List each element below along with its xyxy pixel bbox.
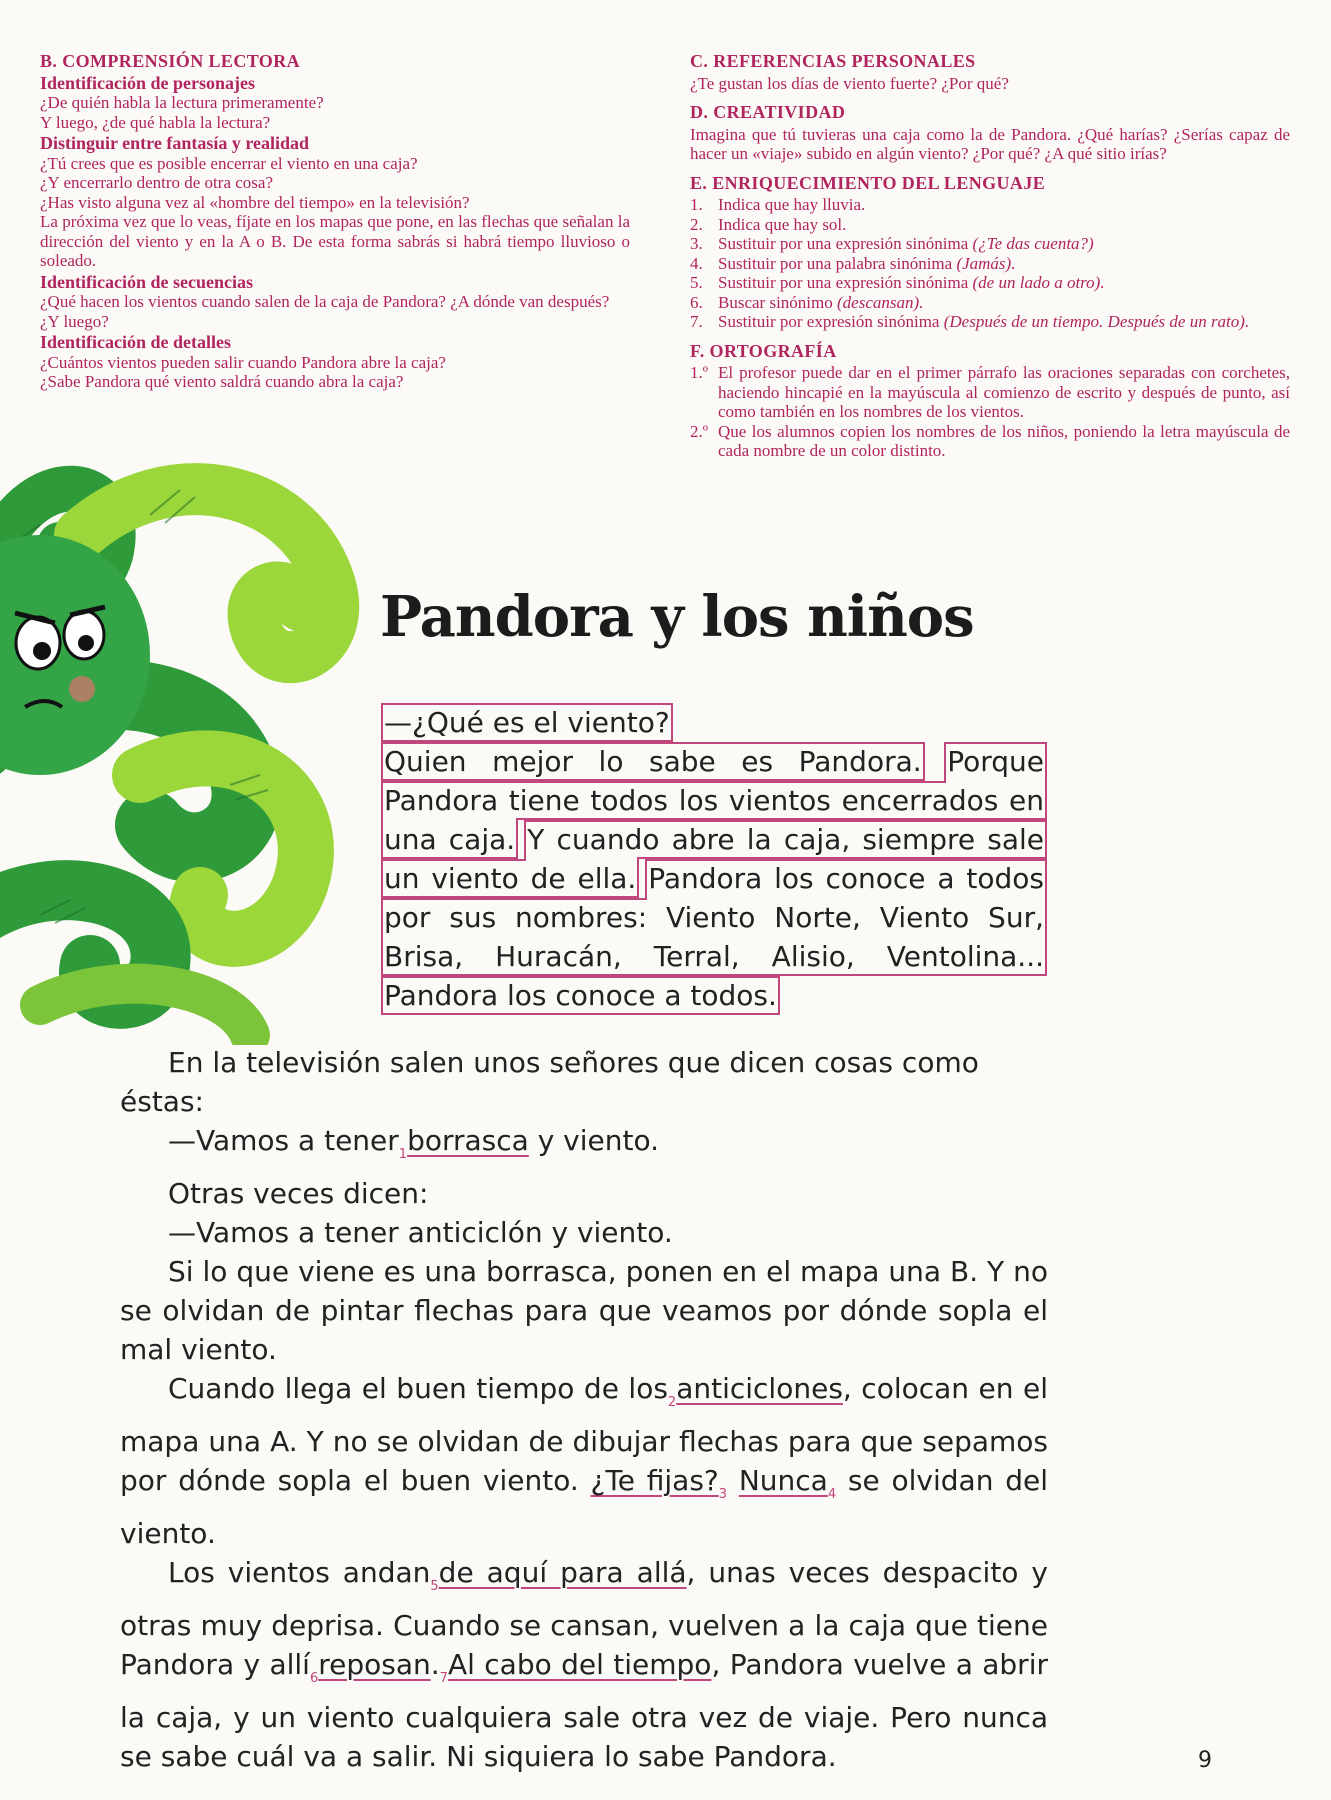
story-opening (384, 703, 1044, 1015)
question: ¿Tú crees que es posible encerrar el viento en una caja? (40, 153, 418, 173)
teacher-guide-right (690, 52, 1290, 471)
section-d (690, 103, 1290, 164)
question: ¿Sabe Pandora qué viento saldrá cuando abra la caja? (40, 372, 404, 391)
story-paragraph-4: Cuando llega el buen tiempo de los$_2$anticiclones, colocan en el mapa una A. Y no se olvidan de dibujar flechas para que sepamos por dónde sopla el buen viento. ¿Te $fijas?_3$ Nunca$_4$ se olvidan del viento. (120, 1372, 1048, 1550)
section-c-title: C. REFERENCIAS PERSONALES (690, 51, 976, 71)
list-item: 6. Buscar sinónimo (descansan). (690, 292, 924, 312)
vocab-word: de aquí para allá (438, 1556, 687, 1589)
question: ¿Qué hacen los vientos cuando salen de la caja de Pandora? ¿A dónde van después? (40, 292, 610, 311)
section-b-title: B. COMPRENSIÓN LECTORA (40, 51, 301, 71)
list-item: 2.º Que los alumnos copien los nombres de los niños, poniendo la letra mayúscula de cada nombre de un color distinto. (690, 421, 1290, 460)
lenguaje-list (690, 195, 1290, 332)
question: ¿Y luego? (40, 311, 109, 331)
list-item: 1.º El profesor puede dar en el primer párrafo las oraciones separadas con corchetes, haciendo hincapié en la mayúscula al comienzo de escrito y después de punto, así como también en los nombres de los vientos. (690, 363, 1290, 421)
identificacion-personajes-heading: Identificación de personajes (40, 72, 255, 93)
story-paragraph-1 (384, 703, 1044, 1015)
story-paragraph-2: En la televisión salen unos señores que dicen cosas como éstas: (120, 1046, 979, 1118)
question: ¿Y encerrarlo dentro de otra cosa? (40, 173, 273, 192)
dialogue-line: —Vamos a tener$_1$borrasca y viento. (168, 1124, 660, 1162)
instruction-paragraph: La próxima vez que lo veas, fíjate en los mapas que pone, en las flechas que señalan la dirección del viento y en la A o B. De esta forma sabrás si habrá tiempo lluvioso o soleado. (40, 212, 630, 270)
vocab-word: Al cabo del tiempo (447, 1648, 712, 1681)
story-paragraph-3: Si lo que viene es una borrasca, ponen en el mapa una B. Y no se olvidan de pintar flechas para que veamos por dónde sopla el mal viento. (120, 1255, 1048, 1366)
sentence: Porque Pandora tiene todos los vientos encerrados en una caja. (384, 745, 1044, 856)
teacher-guide-left (40, 52, 630, 392)
ortografia-list (690, 363, 1290, 461)
sentence: Pandora los conoce a todos por sus nombres: Viento Norte, Viento Sur, Brisa, Huracán, Terral, Alisio, Ventolina... (384, 862, 1044, 973)
vocab-word: reposan (318, 1648, 431, 1681)
vocab-word: borrasca (407, 1124, 529, 1157)
section-d-title: D. CREATIVIDAD (690, 102, 846, 122)
section-e (690, 174, 1290, 332)
fantasia-realidad-heading: Distinguir entre fantasía y realidad (40, 133, 310, 153)
list-item: 2. Indica que hay sol. (690, 214, 847, 234)
story-line: Otras veces dicen: (168, 1177, 429, 1210)
section-d-text: Imagina que tú tuvieras una caja como la de Pandora. ¿Qué harías? ¿Serías capaz de hacer un «viaje» subido en algún viento? ¿Por qué? ¿A qué sitio irías? (690, 124, 1290, 163)
story-body (120, 1043, 1048, 1776)
page-number: 9 (1198, 1748, 1212, 1773)
section-f-title: F. ORTOGRAFÍA (690, 340, 837, 361)
question: Y luego, ¿de qué habla la lectura? (40, 112, 271, 132)
detalles-heading: Identificación de detalles (40, 332, 231, 352)
vocab-word: Nunca (738, 1464, 828, 1497)
question: ¿Cuántos vientos pueden salir cuando Pandora abre la caja? (40, 352, 446, 372)
sentence: Quien mejor lo sabe es Pandora. (384, 745, 922, 778)
list-item: 3. Sustituir por una expresión sinónima (¿Te das cuenta?) (690, 234, 1094, 253)
sentence: Y cuando abre la caja, siempre sale un viento de ella. (384, 823, 1044, 895)
section-c (690, 52, 1290, 93)
section-c-text: ¿Te gustan los días de viento fuerte? ¿Por qué? (690, 73, 1009, 93)
secuencias-heading: Identificación de secuencias (40, 271, 253, 292)
wind-monster-illustration (0, 445, 380, 1045)
question: ¿De quién habla la lectura primeramente? (40, 93, 324, 112)
section-f (690, 342, 1290, 461)
question: ¿Has visto alguna vez al «hombre del tiempo» en la televisión? (40, 192, 470, 212)
section-e-title: E. ENRIQUECIMIENTO DEL LENGUAJE (690, 172, 1046, 193)
sentence: —¿Qué es el viento? (384, 706, 670, 739)
list-item: 7. Sustituir por expresión sinónima (Después de un tiempo. Después de un rato). (690, 312, 1250, 331)
vocab-word: ¿Te fijas? (590, 1464, 719, 1497)
vocab-word: anticiclones (676, 1372, 843, 1405)
list-item: 5. Sustituir por una expresión sinónima (de un lado a otro). (690, 273, 1105, 292)
dialogue-line: —Vamos a tener anticiclón y viento. (168, 1216, 673, 1249)
story-paragraph-5: Los vientos andan$_5$de aquí para allá, unas veces despacito y otras muy deprisa. Cuando se cansan, vuelven a la caja que tiene Pandora y $allí_6reposan._7Al$ cabo del tiempo, Pandora vuelve a abrir la caja, y un viento cualquiera sale otra vez de viaje. Pero nunca se sabe cuál va a salir. Ni siquiera lo sabe Pandora. (120, 1556, 1048, 1773)
story-title: Pandora y los niños (380, 584, 974, 650)
list-item: 1. Indica que hay lluvia. (690, 195, 866, 214)
sentence: Pandora los conoce a todos. (384, 979, 777, 1012)
list-item: 4. Sustituir por una palabra sinónima (Jamás). (690, 253, 1016, 273)
